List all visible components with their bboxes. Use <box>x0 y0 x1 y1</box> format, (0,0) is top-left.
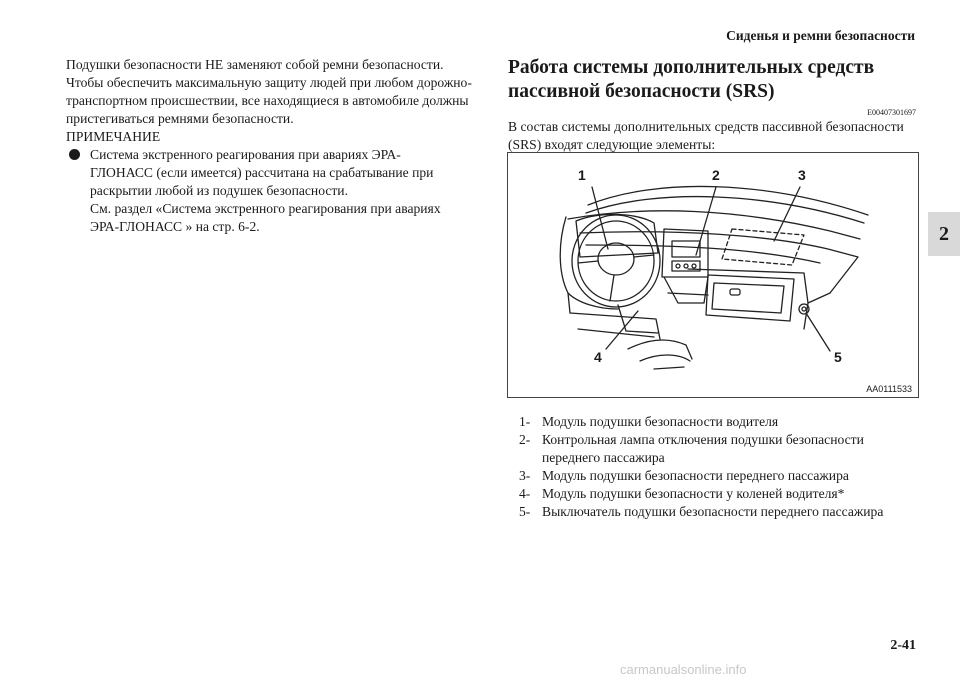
warning-text <box>66 56 486 128</box>
section-code: E00407301697 <box>867 108 916 117</box>
legend-number: 4- <box>519 486 531 501</box>
section-intro <box>508 118 918 154</box>
note-item <box>66 146 486 236</box>
callout-1: 1 <box>578 167 586 183</box>
legend-number: 5- <box>519 504 531 519</box>
legend-text: переднего пассажира <box>542 450 665 465</box>
warning-line: пристегиваться ремнями безопасности. <box>66 111 294 126</box>
warning-line: транспортном происшествии, все находящиеся в автомобиле должны <box>66 93 469 108</box>
section-title-line: пассивной безопасности (SRS) <box>508 81 775 102</box>
callout-5: 5 <box>834 349 842 365</box>
legend-number: 3- <box>519 468 531 483</box>
callout-2: 2 <box>712 167 720 183</box>
legend-text: Контрольная лампа отключения подушки безопасности <box>542 432 864 447</box>
legend-item <box>519 503 919 521</box>
left-column <box>66 56 486 236</box>
running-header: Сиденья и ремни безопасности <box>726 28 915 43</box>
callout-4: 4 <box>594 349 602 365</box>
legend-text: Модуль подушки безопасности переднего пассажира <box>542 468 849 483</box>
figure-legend <box>519 413 919 521</box>
legend-item <box>519 431 919 467</box>
note-line: ЭРА-ГЛОНАСС » на стр. 6-2. <box>90 219 260 234</box>
legend-number: 2- <box>519 432 531 447</box>
note-heading: ПРИМЕЧАНИЕ <box>66 129 161 144</box>
callout-3: 3 <box>798 167 806 183</box>
warning-line: Чтобы обеспечить максимальную защиту людей при любом дорожно- <box>66 75 472 90</box>
page-number: 2-41 <box>890 638 916 653</box>
section-title <box>508 56 918 104</box>
section-title-line: Работа системы дополнительных средств <box>508 57 875 78</box>
legend-item <box>519 467 919 485</box>
watermark[interactable]: carmanualsonline.info <box>620 662 747 677</box>
legend-text: Модуль подушки безопасности водителя <box>542 414 779 429</box>
bullet-icon <box>69 149 80 160</box>
right-column <box>508 56 918 154</box>
legend-number: 1- <box>519 414 531 429</box>
warning-line: Подушки безопасности НЕ заменяют собой ремни безопасности. <box>66 57 444 72</box>
note-line: раскрытии любой из подушек безопасности. <box>90 183 348 198</box>
legend-item <box>519 413 919 431</box>
dashboard-illustration <box>508 153 918 397</box>
srs-figure <box>507 152 919 398</box>
note-line: ГЛОНАСС (если имеется) рассчитана на срабатывание при <box>90 165 434 180</box>
legend-text: Модуль подушки безопасности у коленей водителя* <box>542 486 845 501</box>
note-line: См. раздел «Система экстренного реагирования при авариях <box>90 201 441 216</box>
note-line: Система экстренного реагирования при авариях ЭРА- <box>90 147 401 162</box>
intro-line: (SRS) входят следующие элементы: <box>508 137 716 152</box>
chapter-tab: 2 <box>928 212 960 256</box>
legend-item <box>519 485 919 503</box>
intro-line: В состав системы дополнительных средств пассивной безопасности <box>508 119 904 134</box>
figure-code: AA0111533 <box>866 384 912 394</box>
legend-text: Выключатель подушки безопасности переднего пассажира <box>542 504 884 519</box>
